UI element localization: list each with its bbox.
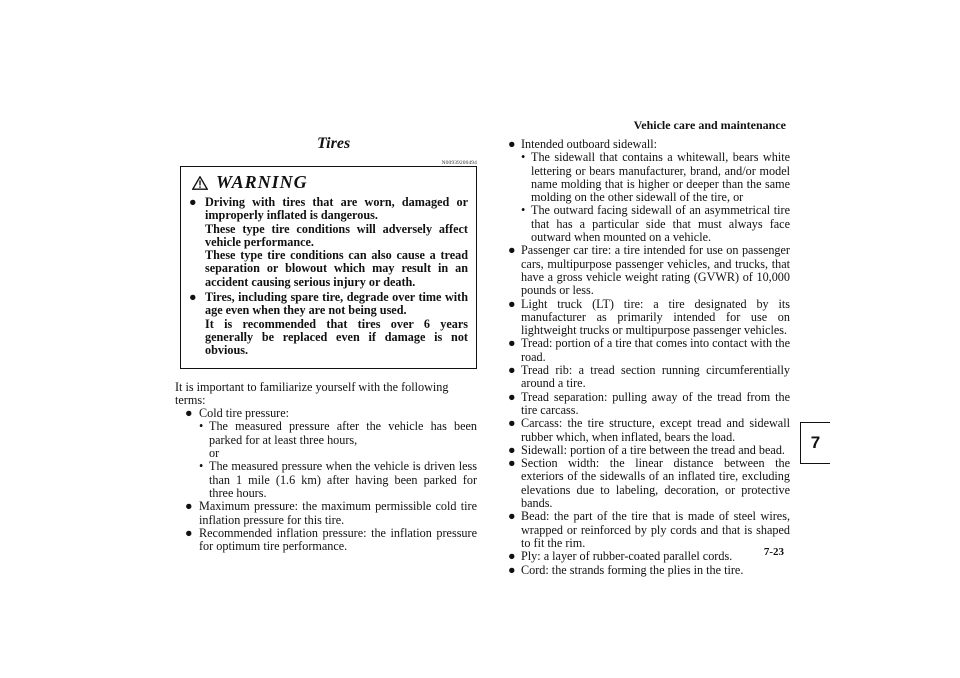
term-item [508, 337, 790, 364]
warning-item [189, 196, 468, 289]
bullet-icon: ● [508, 389, 516, 404]
bullet-icon: ● [189, 195, 197, 209]
term-item [508, 550, 790, 563]
bullet-icon: ● [185, 499, 193, 514]
bullet-icon: ● [508, 562, 516, 577]
term-text: Tread rib: a tread section running circumferentially around a tire. [521, 363, 790, 391]
term-item [508, 364, 790, 391]
left-column [175, 136, 477, 553]
sub-item [199, 460, 477, 500]
sub-item [521, 204, 790, 244]
or-text: or [209, 446, 220, 461]
term-item [508, 457, 790, 510]
term-text: Section width: the linear distance between the exteriors of the sidewalls of an inflated tire, excluding elevations due to labeling, decoration, or protective bands. [521, 456, 790, 511]
term-item [508, 444, 790, 457]
term-item [508, 298, 790, 338]
warning-triangle-icon [192, 176, 208, 190]
page-number: 7-23 [763, 546, 784, 558]
warning-box [180, 166, 477, 369]
warning-line: Driving with tires that are worn, damaged or improperly inflated is dangerous. [205, 195, 468, 223]
section-code: N00939200494 [441, 160, 477, 166]
dot-icon: • [199, 419, 204, 434]
term-text: Recommended inflation pressure: the inflation pressure for optimum tire performance. [199, 525, 477, 554]
bullet-icon: ● [508, 296, 516, 311]
bullet-icon: ● [508, 137, 516, 151]
term-item [508, 391, 790, 418]
page-header: Vehicle care and maintenance [633, 118, 786, 132]
sub-text: The sidewall that contains a whitewall, bears white lettering or bears manufacturer, brand, and/or model name molding that is higher or deeper than the same molding on the other sidewall of the tire, or [531, 150, 790, 205]
term-text: Tread: portion of a tire that comes into contact with the road. [521, 336, 790, 364]
bullet-icon: ● [508, 336, 516, 351]
bullet-icon: ● [508, 416, 516, 431]
right-column [508, 138, 790, 577]
term-text: Sidewall: portion of a tire between the tread and bead. [521, 442, 785, 457]
term-item [185, 527, 477, 554]
section-heading [175, 136, 477, 166]
sub-text: The measured pressure after the vehicle has been parked for at least three hours, [209, 419, 477, 447]
term-item [185, 407, 477, 500]
term-item [185, 500, 477, 527]
intro-text: It is important to familiarize yourself with the following terms: [175, 379, 449, 407]
term-item [508, 244, 790, 297]
bullet-icon: ● [185, 525, 193, 540]
term-text: Bead: the part of the tire that is made of steel wires, wrapped or reinforced by ply cords and that is shaped to fit the rim. [521, 509, 790, 550]
warning-line: These type tire conditions will adversely affect vehicle performance. [205, 221, 468, 249]
sub-text: The outward facing sidewall of an asymmetrical tire that has a particular side that must always face outward when mounted on a vehicle. [531, 203, 790, 245]
term-text: Ply: a layer of rubber-coated parallel cords. [521, 549, 733, 564]
sub-text: The measured pressure when the vehicle is driven less than 1 mile (1.6 km) after having been parked for three hours. [209, 459, 477, 500]
term-text: Carcass: the tire structure, except tread and sidewall rubber which, when inflated, bears the load. [521, 416, 790, 444]
bullet-icon: ● [508, 243, 516, 258]
bullet-icon: ● [508, 549, 516, 564]
dot-icon: • [521, 150, 526, 165]
bullet-icon: ● [185, 406, 193, 421]
term-text: Cold tire pressure: [199, 406, 290, 421]
bullet-icon: ● [189, 290, 197, 305]
warning-header [189, 172, 468, 194]
term-text: Intended outboard sidewall: [521, 137, 658, 151]
bullet-icon: ● [508, 363, 516, 378]
chapter-tab: 7 [800, 422, 830, 464]
term-item [508, 564, 790, 577]
sub-item [199, 420, 477, 447]
dot-icon: • [199, 459, 204, 474]
term-text: Maximum pressure: the maximum permissible cold tire inflation pressure for this tire. [199, 499, 477, 527]
warning-line: These type tire conditions can also cause a tread separation or blowout which may result in an accident causing serious injury or death. [205, 248, 468, 289]
dot-icon: • [521, 203, 526, 218]
bullet-icon: ● [508, 456, 516, 471]
bullet-icon: ● [508, 442, 516, 457]
warning-item [189, 291, 468, 357]
bullet-icon: ● [508, 509, 516, 524]
term-text: Light truck (LT) tire: a tire designated by its manufacturer as primarily intended for use on lightweight trucks or multipurpose passenger vehicles. [521, 296, 790, 338]
term-item [508, 138, 790, 244]
sub-item [521, 151, 790, 204]
term-item [508, 417, 790, 444]
warning-title: WARNING [216, 172, 308, 193]
term-text: Passenger car tire: a tire intended for use on passenger cars, multipurpose passenger vehicles, and trucks, that have a gross vehicle weight rating (GVWR) of 10,000 pounds or less. [521, 243, 790, 298]
warning-line: Tires, including spare tire, degrade over time with age even when they are not being used. [205, 290, 468, 318]
term-list-left [175, 407, 477, 553]
term-text: Tread separation: pulling away of the tread from the tire carcass. [521, 389, 790, 417]
section-title: Tires [317, 135, 351, 152]
term-item [508, 510, 790, 550]
warning-line: It is recommended that tires over 6 years generally be replaced even if damage is not obvious. [205, 316, 468, 358]
term-text: Cord: the strands forming the plies in the tire. [521, 562, 744, 577]
